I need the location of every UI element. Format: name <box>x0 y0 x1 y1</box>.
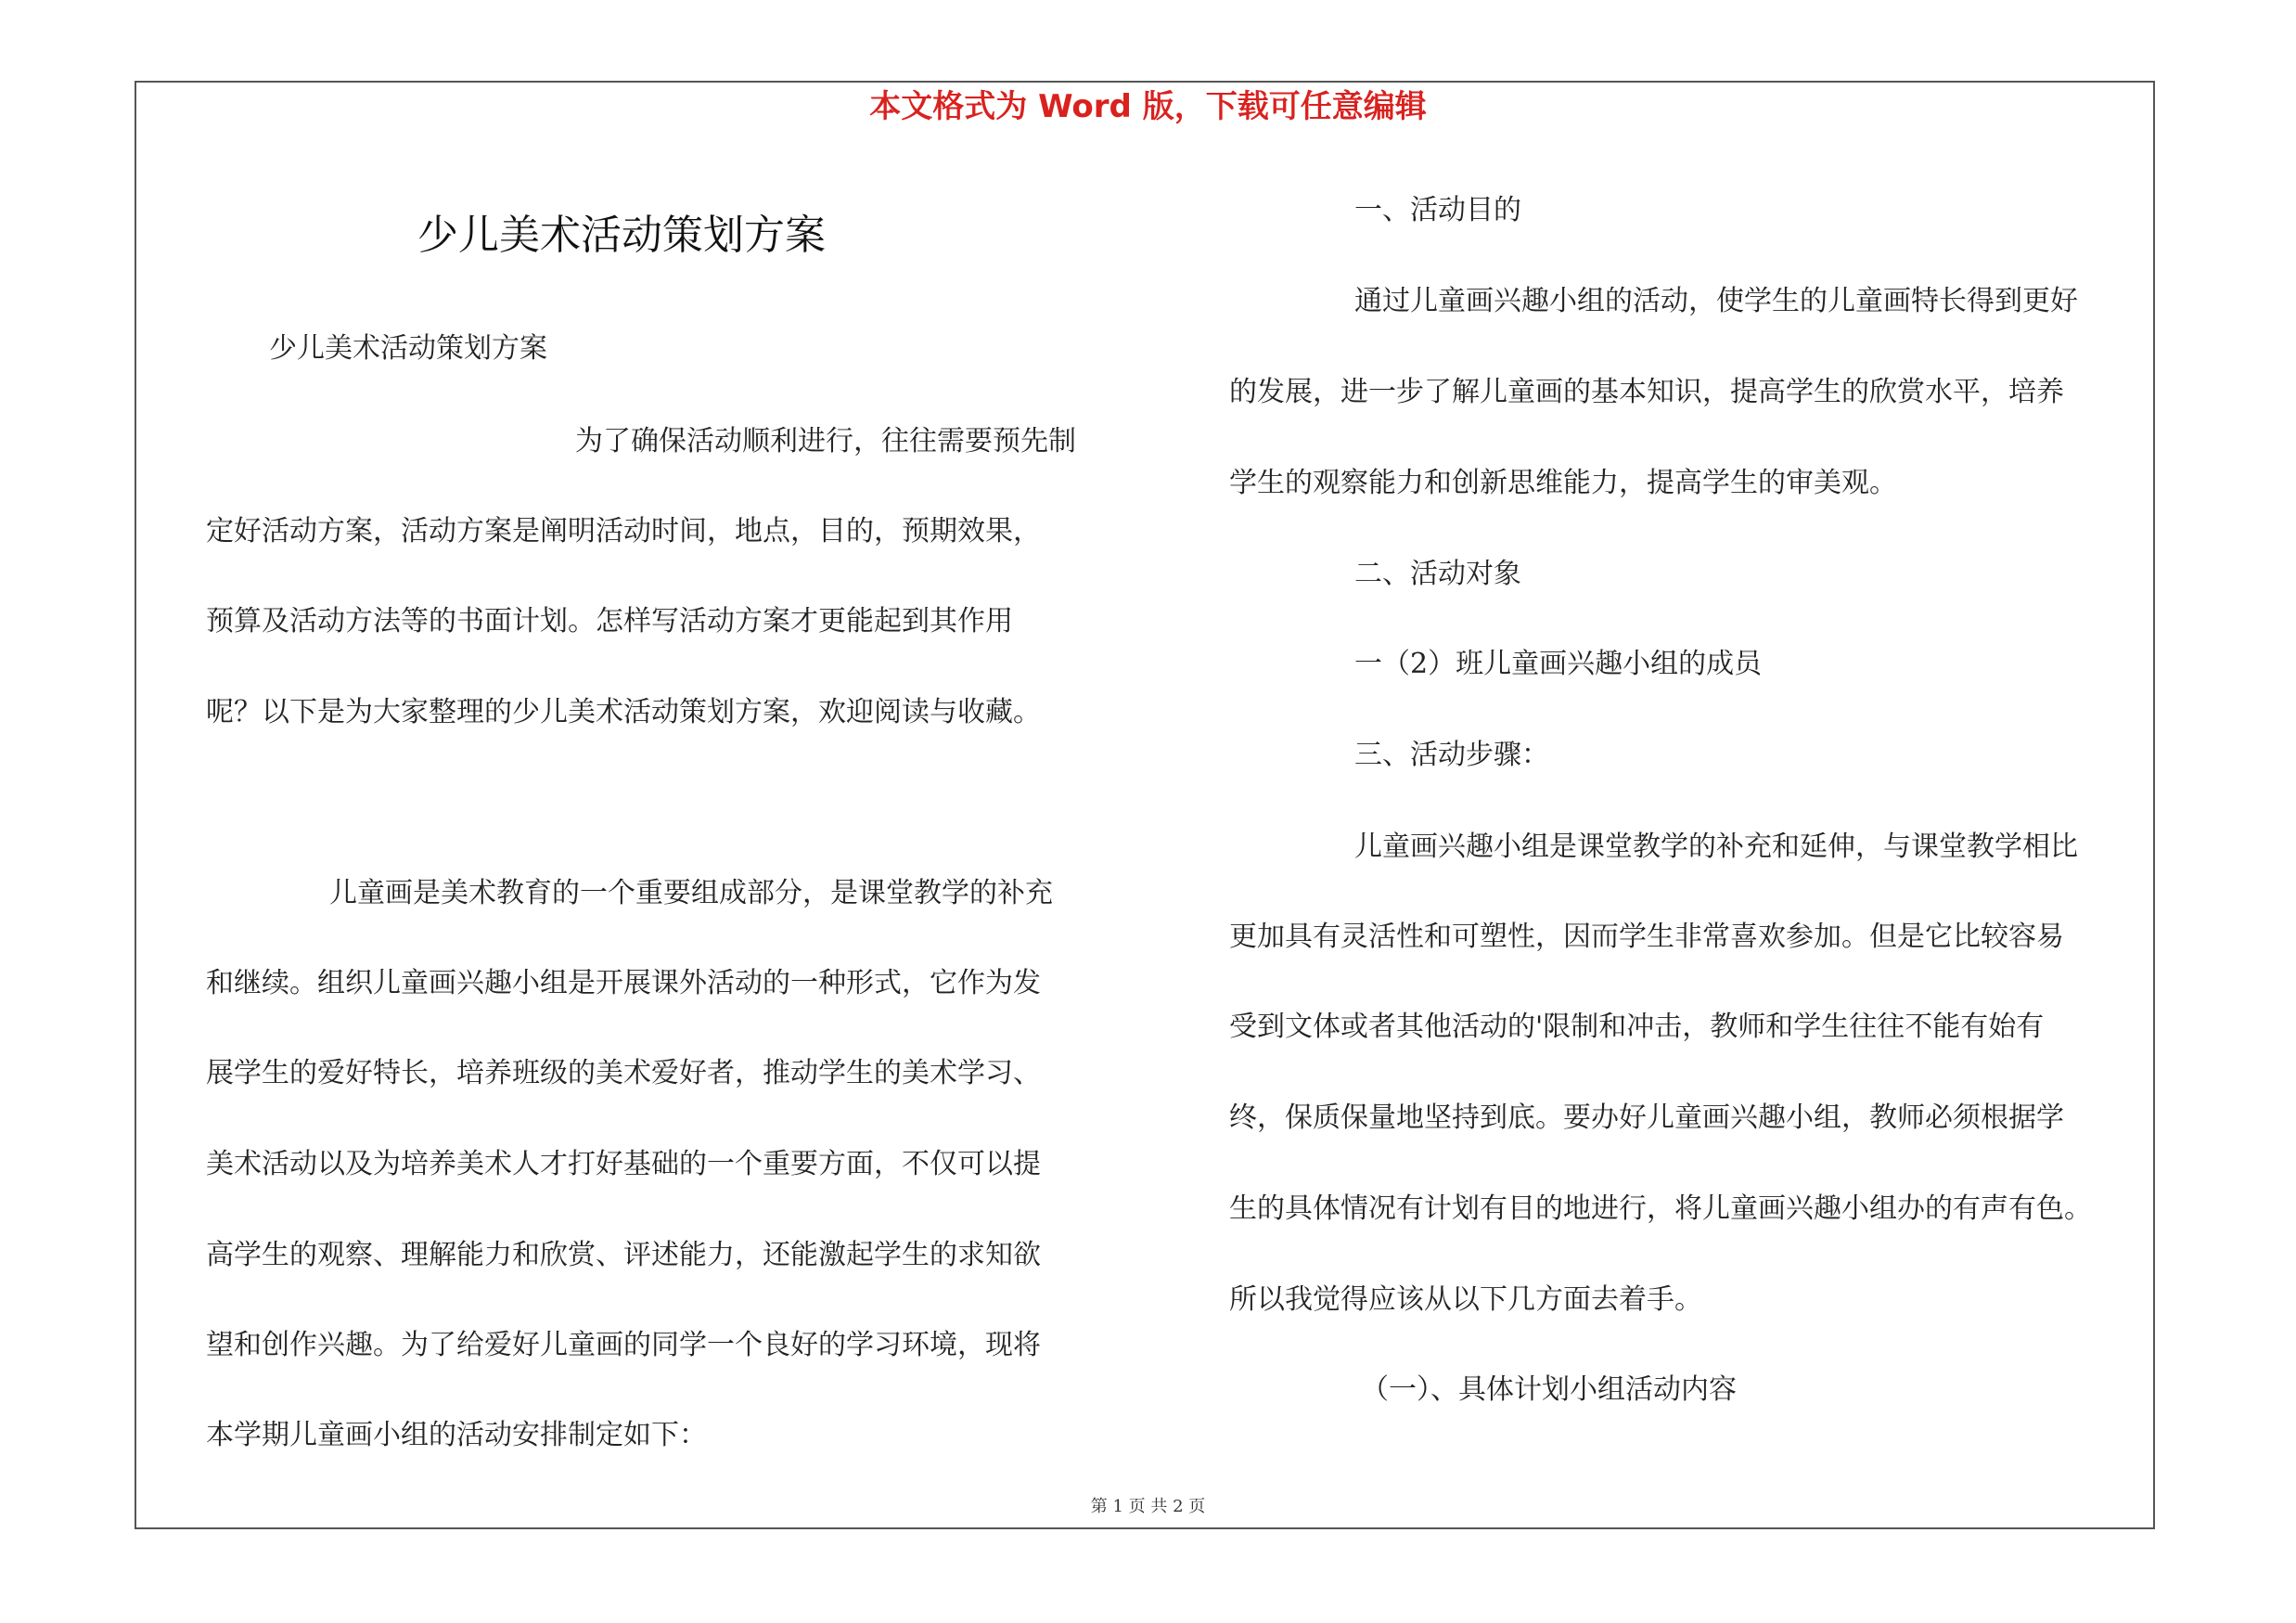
section-heading-steps: 三、活动步骤： <box>1354 739 1549 771</box>
left-line: 儿童画是美术教育的一个重要组成部分，是课堂教学的补充 <box>329 877 1053 909</box>
right-line: 所以我觉得应该从以下几方面去着手。 <box>1229 1283 1702 1316</box>
right-line: 更加具有灵活性和可塑性，因而学生非常喜欢参加。但是它比较容易 <box>1229 921 2064 953</box>
format-banner: 本文格式为 Word 版，下载可任意编辑 <box>869 88 1427 125</box>
section-heading-purpose: 一、活动目的 <box>1354 194 1521 226</box>
left-line: 预算及活动方法等的书面计划。怎样写活动方案才更能起到其作用 <box>206 605 1013 638</box>
left-line: 和继续。组织儿童画兴趣小组是开展课外活动的一种形式，它作为发 <box>206 967 1041 999</box>
document-title: 少儿美术活动策划方案 <box>417 212 826 259</box>
left-line: 美术活动以及为培养美术人才打好基础的一个重要方面，不仅可以提 <box>206 1148 1041 1180</box>
left-subtitle: 少儿美术活动策划方案 <box>269 332 547 365</box>
right-line: 终，保质保量地坚持到底。要办好儿童画兴趣小组，教师必须根据学 <box>1229 1101 2064 1134</box>
left-line: 高学生的观察、理解能力和欣赏、评述能力，还能激起学生的求知欲 <box>206 1239 1041 1271</box>
right-line: 生的具体情况有计划有目的地进行，将儿童画兴趣小组办的有声有色。 <box>1229 1192 2092 1225</box>
section-heading-target: 二、活动对象 <box>1354 558 1521 590</box>
left-line: 为了确保活动顺利进行，往往需要预先制 <box>575 425 1076 457</box>
right-line: 儿童画兴趣小组是课堂教学的补充和延伸，与课堂教学相比 <box>1354 831 2078 863</box>
right-line: 一（2）班儿童画兴趣小组的成员 <box>1354 648 1763 680</box>
right-line: 学生的观察能力和创新思维能力，提高学生的审美观。 <box>1229 467 1897 499</box>
left-line: 展学生的爱好特长，培养班级的美术爱好者，推动学生的美术学习、 <box>206 1057 1041 1089</box>
right-line: 受到文体或者其他活动的'限制和冲击，教师和学生往往不能有始有 <box>1229 1011 2045 1043</box>
page-indicator: 第 1 页 共 2 页 <box>1090 1497 1206 1516</box>
left-line: 望和创作兴趣。为了给爱好儿童画的同学一个良好的学习环境，现将 <box>206 1329 1041 1361</box>
right-line: 的发展，进一步了解儿童画的基本知识，提高学生的欣赏水平，培养 <box>1229 376 2064 408</box>
right-line: 通过儿童画兴趣小组的活动，使学生的儿童画特长得到更好 <box>1354 285 2078 317</box>
subsection-heading: （一）、具体计划小组活动内容 <box>1361 1373 1737 1406</box>
left-line: 定好活动方案，活动方案是阐明活动时间，地点，目的，预期效果， <box>206 515 1041 547</box>
left-line: 呢？以下是为大家整理的少儿美术活动策划方案，欢迎阅读与收藏。 <box>206 696 1041 728</box>
left-line: 本学期儿童画小组的活动安排制定如下： <box>206 1419 707 1451</box>
